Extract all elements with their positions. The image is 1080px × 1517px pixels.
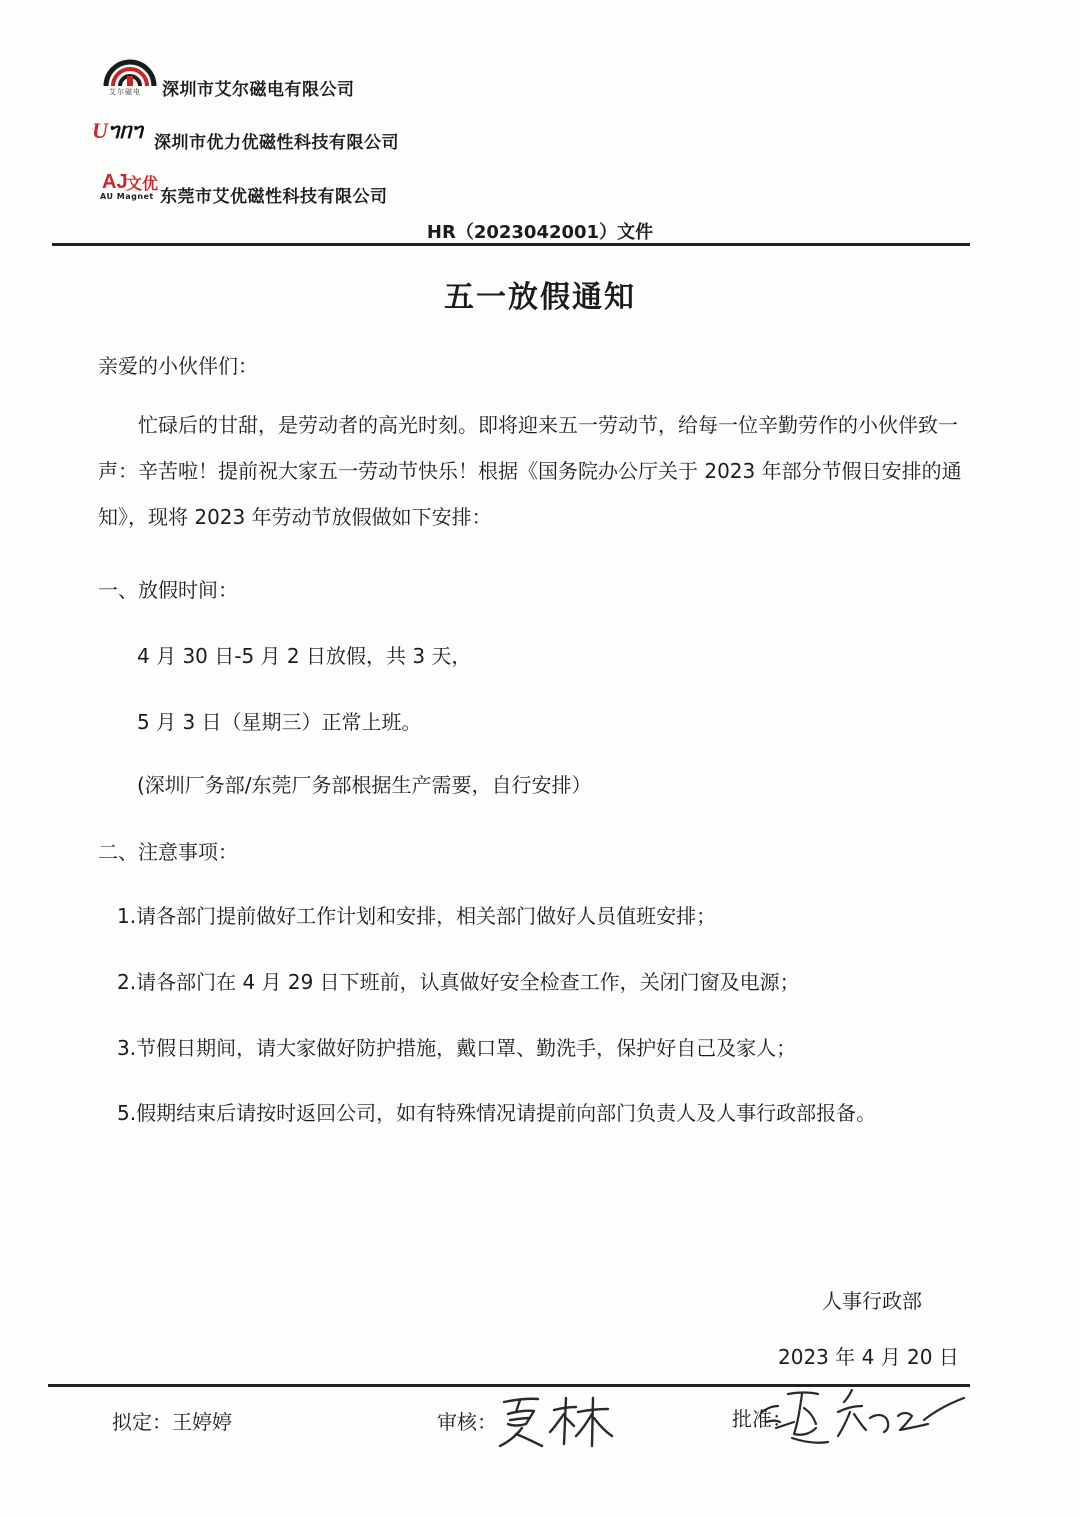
note-item-1: 1.请各部门提前做好工作计划和安排，相关部门做好人员值班安排； — [117, 904, 717, 928]
holiday-line-3: (深圳厂务部/东莞厂务部根据生产需要，自行安排） — [137, 773, 592, 797]
reviewer-signature-icon — [492, 1392, 622, 1452]
company-logo-2 — [92, 116, 152, 150]
logo-chinese: 文优 — [126, 173, 159, 193]
company-logo-1 — [100, 58, 160, 102]
logo-subtitle: AU Magnet — [100, 191, 154, 201]
company-header-3 — [100, 168, 388, 207]
company-name-2: 深圳市优力优磁性科技有限公司 — [154, 133, 399, 153]
approver-signature — [758, 1378, 970, 1458]
approver-signature-icon — [758, 1378, 970, 1458]
holiday-line-2: 5 月 3 日（星期三）正常上班。 — [137, 710, 422, 734]
section-heading-notes: 二、注意事项： — [98, 840, 238, 864]
note-item-4: 5.假期结束后请按时返回公司，如有特殊情况请提前向部门负责人及人事行政部报备。 — [117, 1101, 877, 1125]
issue-date: 2023 年 4 月 20 日 — [778, 1345, 959, 1369]
header-divider — [52, 243, 970, 246]
company-name-3: 东莞市艾优磁性科技有限公司 — [160, 187, 388, 207]
file-number: HR（2023042001）文件 — [426, 222, 654, 243]
notice-title: 五一放假通知 — [444, 280, 636, 315]
holiday-line-1: 4 月 30 日-5 月 2 日放假，共 3 天， — [137, 644, 472, 668]
note-item-2: 2.请各部门在 4 月 29 日下班前，认真做好安全检查工作，关闭门窗及电源； — [117, 970, 800, 994]
reviewed-by-label: 审核： — [437, 1410, 497, 1434]
company-header-1 — [100, 58, 355, 102]
brand-script-icon: Uᥐᥒᥐ — [92, 117, 143, 143]
section-heading-holiday-time: 一、放假时间： — [98, 578, 238, 602]
issuing-department: 人事行政部 — [822, 1289, 922, 1313]
intro-paragraph: 忙碌后的甘甜，是劳动者的高光时刻。即将迎来五一劳动节，给每一位辛勤劳作的小伙伴致一声：辛苦啦！提前祝大家五一劳动节快乐！根据《国务院办公厅关于 2023 年部分节假日安排的通知》，现将 2023 年劳动节放假做如下安排： — [98, 413, 962, 529]
greeting: 亲爱的小伙伴们： — [98, 354, 258, 378]
drafted-by: 拟定：王婷婷 — [112, 1410, 232, 1434]
company-logo-3 — [100, 171, 160, 205]
logo-letters: AJ — [102, 170, 128, 193]
company-header-2 — [92, 112, 399, 153]
reviewer-signature — [492, 1392, 622, 1452]
company-name-1: 深圳市艾尔磁电有限公司 — [162, 79, 355, 100]
note-item-3: 3.节假日期间，请大家做好防护措施，戴口罩、勤洗手，保护好自己及家人； — [117, 1036, 797, 1060]
approved-by-label: 批准： — [732, 1407, 792, 1431]
logo-caption: 艾尔磁电 — [109, 88, 141, 96]
